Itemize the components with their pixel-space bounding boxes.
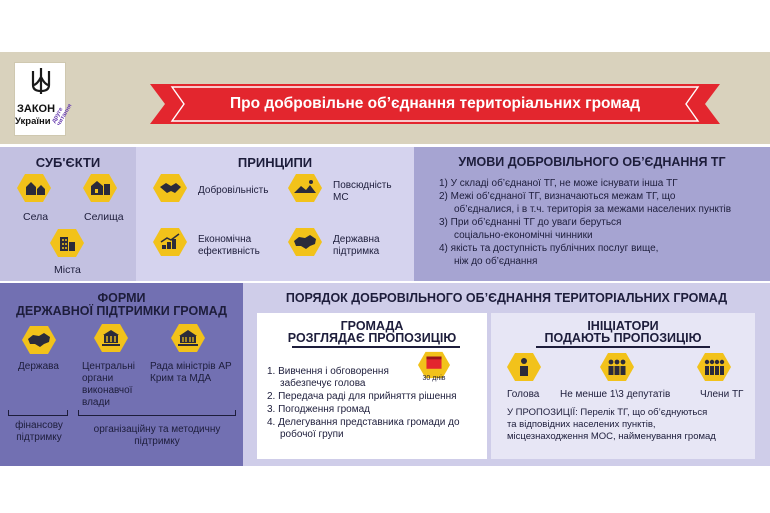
bracket-organisational — [78, 410, 236, 416]
law-country: України — [15, 116, 51, 127]
government-building-icon — [94, 323, 128, 353]
page-title: Про добровільне об’єднання територіальних громад — [229, 95, 641, 112]
community-title: ГРОМАДА — [340, 319, 404, 333]
proposal-line: У ПРОПОЗИЦІЇ: Перелік ТГ, що об’єднуються — [507, 407, 708, 418]
conditions-title: УМОВИ ДОБРОВІЛЬНОГО ОБ’ЄДНАННЯ ТГ — [458, 155, 726, 169]
condition-line: 2) Межі об’єднаної ТГ, визначаються межам ТГ, що — [439, 191, 676, 202]
community-step: 3. Погодження громад — [267, 404, 371, 415]
initiator-deputies: Не менше 1\3 депутатів — [560, 389, 671, 400]
proposal-line: місцезнаходження МОС, найменування громад — [507, 431, 716, 442]
deadline-badge: 30 днів — [422, 375, 446, 382]
condition-line: ніж до об’єднання — [454, 256, 538, 267]
settlement-icon — [83, 173, 117, 203]
support-financial: фінансову підтримку — [15, 420, 63, 443]
subject-label-settlements: Селища — [84, 211, 124, 223]
condition-line: 4) якість та доступність публічних послуг вище, — [439, 243, 659, 254]
proposal-line: та відповідних населених пунктів, — [507, 419, 656, 430]
people-icon — [697, 352, 731, 382]
actor-crimea-council: Рада міністрів АР Крим та МДА — [150, 361, 232, 384]
village-icon — [17, 173, 51, 203]
subject-label-cities: Міста — [54, 264, 81, 276]
community-underline — [292, 346, 460, 348]
community-step: 4. Делегування представника громади до — [267, 417, 460, 428]
condition-line: 1) У складі об’єднаної ТГ, не може існувати інша ТГ — [439, 178, 678, 189]
initiators-underline — [536, 346, 710, 348]
council-building-icon — [171, 323, 205, 353]
initiator-members: Члени ТГ — [700, 389, 744, 400]
principle-voluntary: Добровільність — [198, 185, 269, 196]
condition-line: об’єдналися, і в т.ч. територія за межами населених пунктів — [454, 204, 732, 215]
trident-icon — [29, 67, 53, 95]
initiators-title: ІНІЦІАТОРИ — [587, 319, 659, 333]
community-subtitle: РОЗГЛЯДАЄ ПРОПОЗИЦІЮ — [287, 331, 457, 345]
group-icon — [600, 352, 634, 382]
community-step: робочої групи — [280, 429, 344, 440]
subject-label-villages: Села — [23, 211, 49, 223]
subjects-title: СУБ'ЄКТИ — [35, 155, 101, 170]
initiators-subtitle: ПОДАЮТЬ ПРОПОЗИЦІЮ — [544, 331, 702, 345]
law-logo — [14, 62, 74, 136]
principles-title: ПРИНЦИПИ — [237, 155, 313, 170]
person-icon — [507, 352, 541, 382]
community-step: забезпечує голова — [280, 378, 366, 389]
initiator-head: Голова — [507, 389, 540, 400]
city-icon — [50, 228, 84, 258]
support-organisational: організаційну та методичну підтримку — [93, 424, 221, 447]
forms-subtitle: ДЕРЖАВНОЇ ПІДТРИМКИ ГРОМАД — [15, 304, 228, 318]
procedure-title: ПОРЯДОК ДОБРОВІЛЬНОГО ОБ’ЄДНАННЯ ТЕРИТОРІАЛЬНИХ ГРОМАД — [285, 291, 728, 305]
bracket-financial — [8, 410, 68, 416]
actor-central-authorities: Центральні органи виконавчої влади — [82, 361, 135, 408]
principle-state-support: Державна підтримка — [333, 234, 380, 257]
community-step: 1. Вивчення і обговорення — [267, 366, 389, 377]
handshake-icon — [153, 173, 187, 203]
condition-line: 3) При об’єднанні ТГ до уваги беруться — [439, 217, 622, 228]
principle-efficiency: Економічна ефективність — [198, 234, 260, 257]
condition-line: соціально-економічні чинники — [454, 230, 593, 241]
law-title: ЗАКОН — [17, 103, 56, 115]
landscape-icon — [288, 173, 322, 203]
state-map-icon — [22, 325, 56, 355]
reading-badge: друге читання — [51, 103, 74, 127]
ukraine-map-icon — [288, 227, 322, 257]
actor-state: Держава — [18, 361, 59, 372]
growth-chart-icon — [153, 227, 187, 257]
forms-title: ФОРМИ — [97, 291, 146, 305]
community-step: 2. Передача раді для прийняття рішення — [267, 391, 457, 402]
principle-universality: Повсюдність МС — [333, 180, 392, 203]
